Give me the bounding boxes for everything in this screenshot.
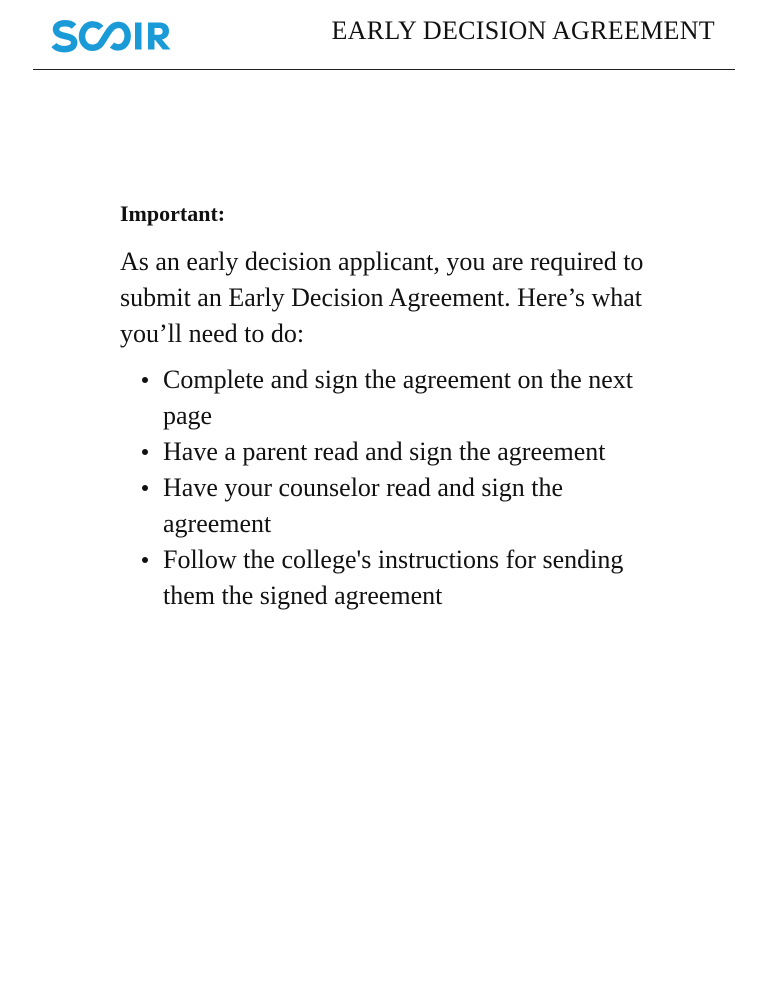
list-item <box>120 542 643 614</box>
list-item <box>120 362 643 434</box>
step-text: Have your counselor read and sign the agreement <box>163 473 563 538</box>
scoir-logo <box>51 18 187 54</box>
scoir-logo-icon <box>51 18 187 54</box>
step-text: Have a parent read and sign the agreement <box>163 437 606 466</box>
intro-paragraph: As an early decision applicant, you are required to submit an Early Decision Agreement. Here’s what you’ll need to do: <box>120 247 644 348</box>
step-text: Follow the college's instructions for sending them the signed agreement <box>163 545 624 610</box>
bullet-icon <box>142 377 148 383</box>
bullet-icon <box>142 485 148 491</box>
steps-list <box>120 362 660 614</box>
document-title: EARLY DECISION AGREEMENT <box>331 16 715 45</box>
bullet-icon <box>142 449 148 455</box>
list-item <box>120 470 643 542</box>
important-heading: Important: <box>120 201 226 226</box>
agreement-instructions <box>120 198 660 614</box>
list-item <box>120 434 643 470</box>
page-header <box>33 0 735 70</box>
step-text: Complete and sign the agreement on the next page <box>163 365 634 430</box>
bullet-icon <box>142 557 148 563</box>
